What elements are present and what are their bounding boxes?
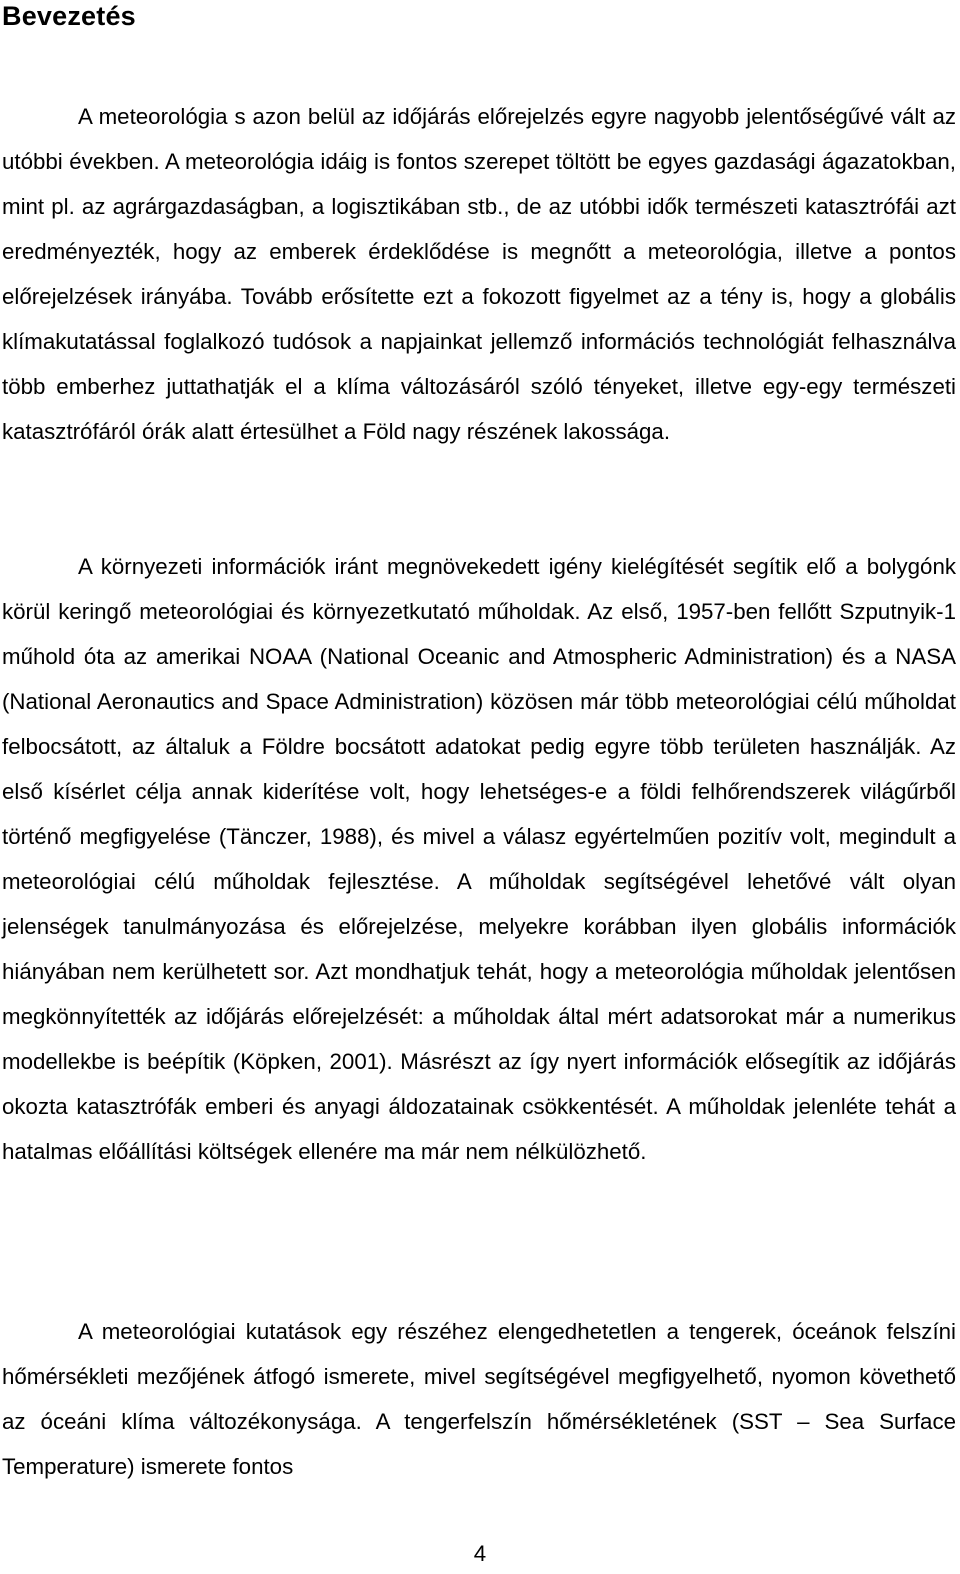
paragraph-ocean-research: A meteorológiai kutatások egy részéhez elengedhetetlen a tengerek, óceánok felszíni hőmérsékleti mezőjének átfogó ismerete, mivel segítségével megfigyelhető, nyomon követhető az óceáni klíma változékonysága. A tengerfelszín hőmérsékletének (SST – Sea Surface Temperature) ismerete fontos xyxy=(2,1319,956,1479)
section-heading: Bevezetés xyxy=(2,1,136,31)
paragraph-satellites: A környezeti információk iránt megnövekedett igény kielégítését segítik elő a bolygónk körül keringő meteorológiai és környezetkutató műholdak. Az első, 1957-ben fellőtt Szputnyik-1 műhold óta az amerikai NOAA (National Oceanic and Atmospheric Administration) és a NASA (National Aeronautics and Space Administration) közösen már több meteorológiai célú műholdat felbocsátott, az általuk a Földre bocsátott adatokat pedig egyre több területen használják. Az első kísérlet célja annak kiderítése volt, hogy lehetséges-e a földi felhőrendszerek világűrből történő megfigyelése (Tänczer, 1988), és mivel a válasz egyértelműen pozitív volt, megindult a meteorológiai célú műholdak fejlesztése. A műholdak segítségével lehetővé vált olyan jelenségek tanulmányozása és előrejelzése, melyekre korábban ilyen globális információk hiányában nem kerülhetett sor. Azt mondhatjuk tehát, hogy a meteorológia műholdak jelentősen megkönnyítették az időjárás előrejelzését: a műholdak által mért adatsorokat már a numerikus modellekbe is beépítik (Köpken, 2001). Másrészt az így nyert információk elősegítik az időjárás okozta katasztrófák emberi és anyagi áldozatainak csökkentését. A műholdak jelenléte tehát a hatalmas előállítási költségek ellenére ma már nem nélkülözhető. xyxy=(2,554,956,1164)
paragraph-intro: A meteorológia s azon belül az időjárás előrejelzés egyre nagyobb jelentőségűvé vált az utóbbi években. A meteorológia idáig is fontos szerepet töltött be egyes gazdasági ágazatokban, mint pl. az agrárgazdaságban, a logisztikában stb., de az utóbbi idők természeti katasztrófái azt eredményezték, hogy az emberek érdeklődése is megnőtt a meteorológia, illetve a pontos előrejelzések irányába. Tovább erősítette ezt a fokozott figyelmet az a tény is, hogy a globális klímakutatással foglalkozó tudósok a napjainkat jellemző információs technológiát felhasználva több emberhez juttathatják el a klíma változásáról szóló tényeket, illetve egy-egy természeti katasztrófáról órák alatt értesülhet a Föld nagy részének lakossága. xyxy=(2,104,956,444)
page-number: 4 xyxy=(473,1541,487,1566)
